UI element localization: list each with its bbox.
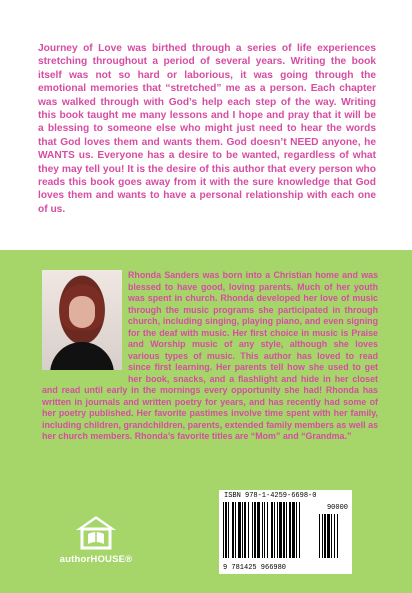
ean-digits: 9 781425 966980 [223,564,287,572]
author-bio: Rhonda Sanders was born into a Christian home and was blessed to have good, loving parents. Much of her youth was spent in church. Rhonda developed her love of music through the music programs she participated in through church, including singing, playing piano, and even signing for the deaf with music. Her first choice in music is Praise and Worship music of any style, although she loves various types of music. This author has loved to read since first learning. Her parents tell how she used to get her book, snacks, and a flashlight and hide in her closet and read until early in the mornings every opportunity she had! Rhonda has written in journals and written poetry for years, and has recently had some of her poetry published. Her favorite pastimes involve time spent with her family, including children, grandchildren, parents, extended family members as well as her church members. Rhonda’s favorite titles are “Mom” and “Grandma.” [42,270,378,441]
author-photo [42,270,122,370]
isbn-text: ISBN 978-1-4259-6698-0 [224,492,317,500]
price-code: 90000 [326,504,348,512]
house-book-icon [74,514,118,550]
publisher-name: authorHOUSE® [59,554,133,565]
back-cover-top-panel [0,0,412,250]
book-blurb: Journey of Love was birthed through a series of life experiences stretching throughout a period of several years. Writing the book itself was not so hard or laborious, it was going through the emotional memories that “stretched” me as a person. Each chapter was walked through with God’s help each step of the way. Writing this book taught me many lessons and I hope and pray that it will be a blessing to someone else who might just need to hear the words that God loves them and wants them. God doesn’t NEED anyone, he WANTS us. Everyone has a desire to be wanted, regardless of what they may tell you! It is the desire of this author that every person who reads this book goes away from it with the sure knowledge that God loves them and wants to have a personal relationship with each one of us. [38,43,376,215]
isbn-barcode [219,490,352,574]
publisher-logo [56,514,136,574]
